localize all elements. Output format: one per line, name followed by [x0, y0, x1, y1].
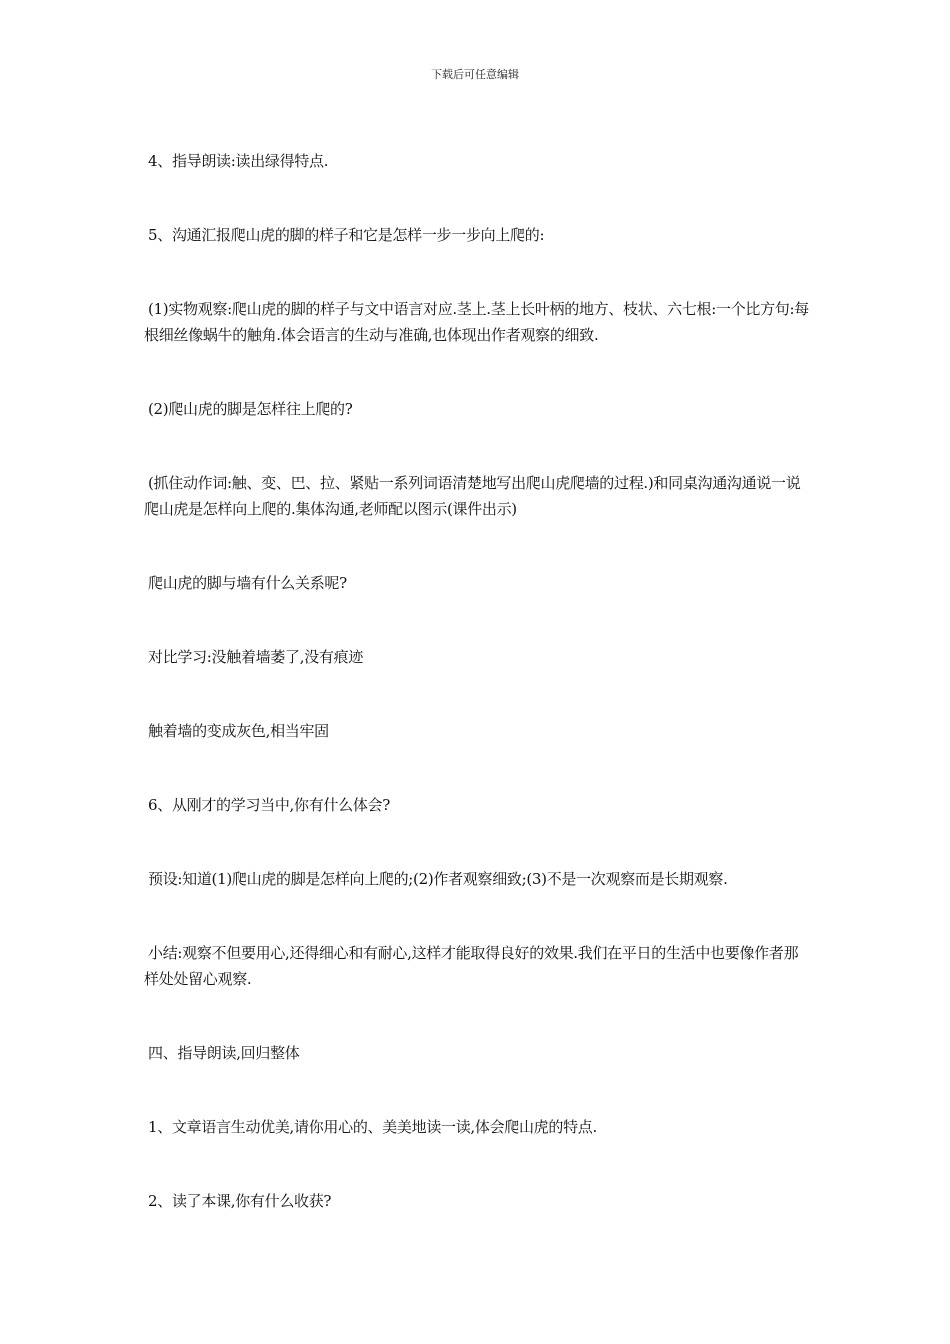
paragraph-observation: (1)实物观察:爬山虎的脚的样子与文中语言对应.茎上.茎上长叶柄的地方、枝状、六七根:一个比方句:每根细丝像蜗牛的触角.体会语言的生动与准确,也体现出作者观察的细致. — [144, 300, 809, 344]
paragraph-4-guided-reading: 4、指导朗读:读出绿得特点. — [148, 152, 329, 170]
paragraph-6-reflection: 6、从刚才的学习当中,你有什么体会? — [148, 796, 390, 814]
paragraph-preset: 预设:知道(1)爬山虎的脚是怎样向上爬的;(2)作者观察细致;(3)不是一次观察而是长期观察. — [148, 870, 728, 888]
paragraph-summary: 小结:观察不但要用心,还得细心和有耐心,这样才能取得良好的效果.我们在平日的生活中也要像作者那样处处留心观察. — [144, 944, 799, 988]
paragraph-1-read-aloud: 1、文章语言生动优美,请你用心的、美美地读一读,体会爬山虎的特点. — [148, 1118, 597, 1136]
paragraph-question-wall: 爬山虎的脚与墙有什么关系呢? — [148, 574, 347, 592]
paragraph-touching-wall: 触着墙的变成灰色,相当牢固 — [148, 722, 329, 740]
paragraph-2-takeaway: 2、读了本课,你有什么收获? — [148, 1192, 332, 1210]
section-heading-four: 四、指导朗读,回归整体 — [148, 1044, 300, 1062]
paragraph-contrast: 对比学习:没触着墙萎了,没有痕迹 — [148, 648, 364, 666]
paragraph-action-words: (抓住动作词:触、变、巴、拉、紧贴一系列词语清楚地写出爬山虎爬墙的过程.)和同桌沟通沟通说一说爬山虎是怎样向上爬的.集体沟通,老师配以图示(课件出示) — [144, 474, 801, 518]
document-body — [144, 148, 810, 1262]
paragraph-question-climb: (2)爬山虎的脚是怎样往上爬的? — [148, 400, 353, 418]
page-header: 下载后可任意编辑 — [431, 68, 519, 81]
paragraph-5-report: 5、沟通汇报爬山虎的脚的样子和它是怎样一步一步向上爬的: — [148, 226, 545, 244]
